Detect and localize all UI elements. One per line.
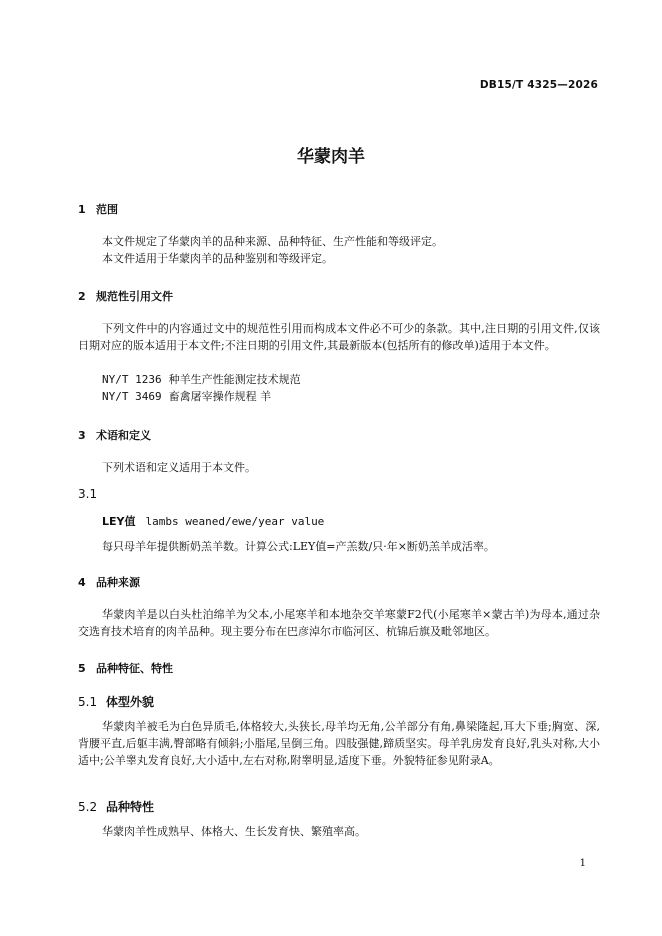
section-number: 4 — [78, 576, 86, 589]
reference-item — [102, 371, 301, 388]
subsection-5-2-heading — [78, 798, 154, 815]
section-number: 5 — [78, 662, 86, 675]
section-2-heading — [78, 288, 173, 304]
subsection-title: 体型外貌 — [106, 695, 155, 709]
subsection-number: 5.1 — [78, 695, 98, 709]
section-title: 术语和定义 — [96, 429, 151, 442]
reference-item — [102, 388, 271, 405]
subsection-title: 品种特性 — [106, 800, 155, 814]
document-title: 华蒙肉羊 — [297, 147, 365, 167]
section-title: 规范性引用文件 — [96, 290, 173, 303]
page-number: 1 — [579, 858, 586, 869]
section-3-heading — [78, 427, 151, 443]
section-4-paragraph-1: 华蒙肉羊是以白头杜泊绵羊为父本,小尾寒羊和本地杂交羊寒蒙F2代(小尾寒羊×蒙古羊)为母本,通过杂交选育技术培育的肉羊品种。现主要分布在巴彦淖尔市临河区、杭锦后旗及毗邻地区。 — [78, 608, 600, 638]
subsection-5-2-paragraph: 华蒙肉羊性成熟早、体格大、生长发育快、繁殖率高。 — [102, 825, 366, 838]
section-number: 1 — [78, 203, 86, 216]
term-english: lambs weaned/ewe/year value — [145, 515, 325, 528]
term-3-1-number: 3.1 — [78, 487, 98, 501]
section-number: 3 — [78, 429, 86, 442]
section-title: 范围 — [96, 203, 118, 216]
section-5-heading — [78, 660, 173, 676]
section-1-heading — [78, 201, 118, 217]
section-1-paragraph-2: 本文件适用于华蒙肉羊的品种鉴别和等级评定。 — [102, 252, 333, 265]
subsection-number: 5.2 — [78, 800, 98, 814]
term-chinese: LEY值 — [102, 515, 136, 528]
reference-code: NY/T 3469 — [102, 390, 162, 403]
section-2-paragraph-1: 下列文件中的内容通过文中的规范性引用而构成本文件必不可少的条款。其中,注日期的引用文件,仅该日期对应的版本适用于本文件;不注日期的引用文件,其最新版本(包括所有的修改单)适用于本文件。 — [78, 322, 600, 352]
reference-title: 种羊生产性能测定技术规范 — [168, 373, 301, 386]
section-title: 品种来源 — [96, 576, 140, 589]
reference-code: NY/T 1236 — [102, 373, 162, 386]
reference-title: 畜禽屠宰操作规程 羊 — [168, 390, 272, 403]
section-title: 品种特征、特性 — [96, 662, 173, 675]
section-4-heading — [78, 574, 140, 590]
term-definition: 每只母羊年提供断奶羔羊数。计算公式:LEY值=产羔数/只·年×断奶羔羊成活率。 — [102, 540, 495, 553]
term-entry — [102, 513, 324, 529]
document-number: DB15/T 4325—2026 — [479, 79, 598, 91]
subsection-5-1-heading — [78, 693, 154, 710]
section-number: 2 — [78, 290, 86, 303]
subsection-5-1-paragraph: 华蒙肉羊被毛为白色异质毛,体格较大,头狭长,母羊均无角,公羊部分有角,鼻梁隆起,耳大下垂;胸宽、深,背腰平直,后躯丰满,臀部略有倾斜;小脂尾,呈倒三角。四肢强健,蹄质坚实。母羊乳房发育良好,乳头对称,大小适中;公羊睾丸发育良好,大小适中,左右对称,附睾明显,适度下垂。外貌特征参见附录A。 — [78, 720, 600, 767]
section-3-paragraph-1: 下列术语和定义适用于本文件。 — [102, 461, 256, 474]
section-1-paragraph-1: 本文件规定了华蒙肉羊的品种来源、品种特征、生产性能和等级评定。 — [102, 235, 443, 248]
